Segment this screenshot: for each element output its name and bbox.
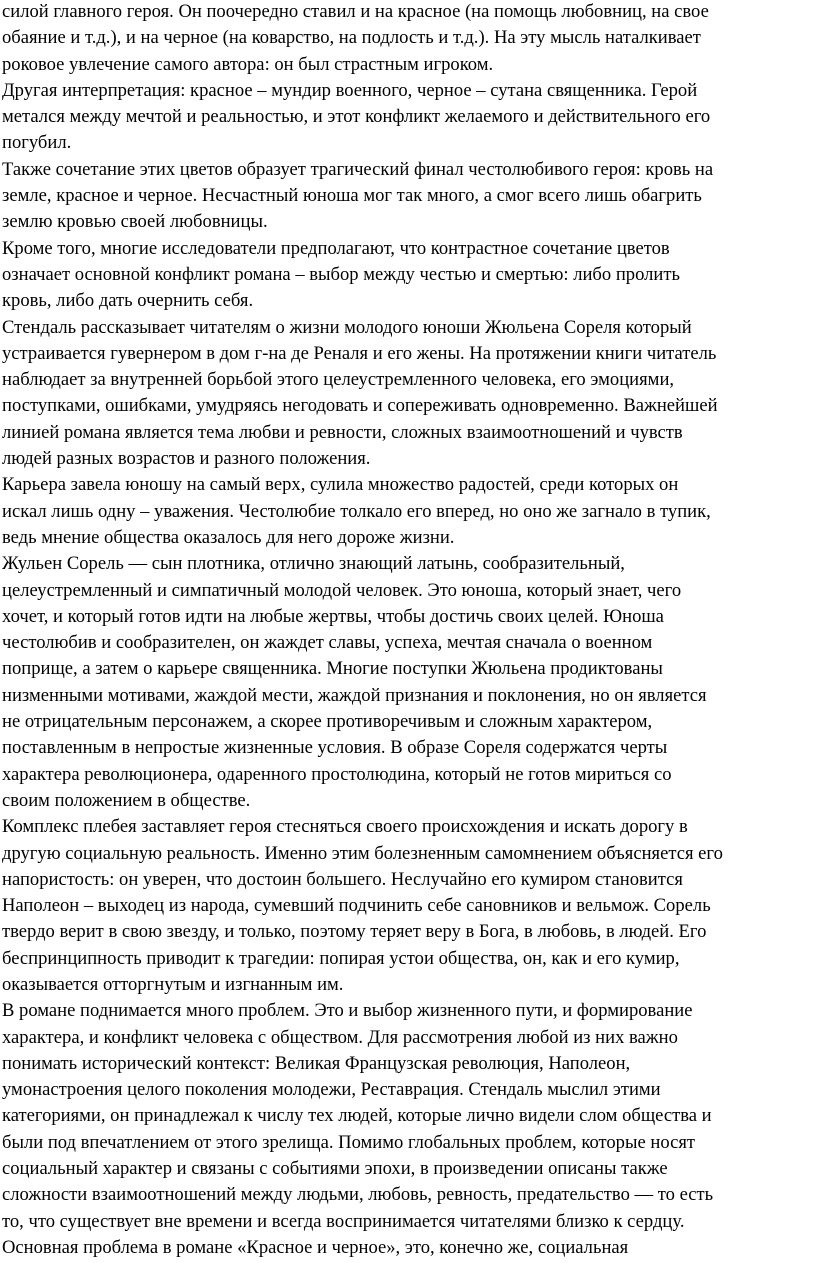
text-line: оказывается отторгнутым и изгнанным им.	[2, 973, 344, 995]
paragraph-career	[2, 472, 808, 551]
text-line: понимать исторический контекст: Великая Французская революция, Наполеон,	[2, 1052, 631, 1074]
text-line: линией романа является тема любви и ревности, сложных взаимоотношений и чувств	[2, 421, 683, 443]
text-line: обаяние и т.д.), и на черное (на коварство, на подлость и т.д.). На эту мысль наталкивает	[2, 27, 701, 49]
text-line: Карьера завела юношу на самый верх, сулила множество радостей, среди которых он	[2, 474, 679, 496]
text-line: то, что существует вне времени и всегда воспринимается читателями близко к сердцу.	[2, 1210, 685, 1232]
document-page	[2, 0, 808, 1261]
text-line: характера, и конфликт человека с обществом. Для рассмотрения любой из них важно	[2, 1026, 678, 1048]
paragraph-novel-problems	[2, 998, 808, 1235]
text-line: Жульен Сорель — сын плотника, отлично знающий латынь, сообразительный,	[2, 553, 625, 575]
text-line: своим положением в обществе.	[2, 789, 251, 811]
text-line: Стендаль рассказывает читателям о жизни молодого юноши Жюльена Сореля который	[2, 316, 692, 338]
paragraph-red-black-gambling	[2, 0, 808, 78]
paragraph-plot-summary	[2, 315, 808, 473]
text-line: искал лишь одну – уважения. Честолюбие толкало его вперед, но оно же загнало в тупик,	[2, 500, 711, 522]
text-line: хочет, и который готов идти на любые жертвы, чтобы достичь своих целей. Юноша	[2, 605, 664, 627]
text-line: землю кровью своей любовницы.	[2, 211, 268, 233]
text-line: Наполеон – выходец из народа, сумевший подчинить себе сановников и вельмож. Сорель	[2, 895, 711, 917]
text-line: поставленным в непростые жизненные условия. В образе Сореля содержатся черты	[2, 737, 668, 759]
paragraph-military-clergy	[2, 78, 808, 157]
text-line: устраивается гувернером в дом г-на де Реналя и его жены. На протяжении книги читатель	[2, 342, 717, 364]
text-line: целеустремленный и симпатичный молодой человек. Это юноша, который знает, чего	[2, 579, 682, 601]
text-line: твердо верит в свою звезду, и только, поэтому теряет веру в Бога, в любовь, в людей. Его	[2, 921, 707, 943]
text-line: другую социальную реальность. Именно этим болезненным самомнением объясняется его	[2, 842, 723, 864]
text-line: сложности взаимоотношений между людьми, любовь, ревность, предательство — то есть	[2, 1184, 714, 1206]
text-line: ведь мнение общества оказалось для него дороже жизни.	[2, 526, 455, 548]
paragraph-main-problem	[2, 1235, 808, 1261]
text-line: категориями, он принадлежал к числу тех людей, которые лично видели слом общества и	[2, 1105, 712, 1127]
text-line: напористость: он уверен, что достоин большего. Неслучайно его кумиром становится	[2, 868, 683, 890]
text-line: земле, красное и черное. Несчастный юноша мог так много, а смог всего лишь обагрить	[2, 185, 702, 207]
paragraph-tragic-finale	[2, 157, 808, 236]
paragraph-julien-sorel	[2, 551, 808, 814]
text-line: были под впечатлением от этого зрелища. Помимо глобальных проблем, которые носят	[2, 1131, 696, 1153]
text-line: Комплекс плебея заставляет героя стесняться своего происхождения и искать дорогу в	[2, 816, 688, 838]
paragraph-honor-death	[2, 236, 808, 315]
text-line: кровь, либо дать очернить себя.	[2, 290, 254, 312]
text-line: честолюбив и сообразителен, он жаждет славы, успеха, мечтая сначала о военном	[2, 632, 653, 654]
text-line: поступками, ошибками, умудряясь негодовать и сопереживать одновременно. Важнейшей	[2, 395, 718, 417]
text-line: людей разных возрастов и разного положения.	[2, 448, 371, 470]
text-line: социальный характер и связаны с событиями эпохи, в произведении описаны также	[2, 1158, 668, 1180]
text-line: Другая интерпретация: красное – мундир военного, черное – сутана священника. Герой	[2, 79, 698, 101]
text-line: метался между мечтой и реальностью, и этот конфликт желаемого и действительного его	[2, 106, 711, 128]
text-line: умонастроения целого поколения молодежи, Реставрация. Стендаль мыслил этими	[2, 1079, 661, 1101]
text-line: низменными мотивами, жаждой мести, жаждой признания и поклонения, но он является	[2, 684, 707, 706]
paragraph-plebeian-complex	[2, 814, 808, 998]
text-line: означает основной конфликт романа – выбор между честью и смертью: либо пролить	[2, 263, 680, 285]
text-line: Основная проблема в романе «Красное и черное», это, конечно же, социальная	[2, 1236, 629, 1258]
text-line: Также сочетание этих цветов образует трагический финал честолюбивого героя: кровь на	[2, 158, 714, 180]
text-line: роковое увлечение самого автора: он был страстным игроком.	[2, 53, 494, 75]
text-line: не отрицательным персонажем, а скорее противоречивым и сложным характером,	[2, 711, 653, 733]
text-line: погубил.	[2, 132, 72, 154]
text-line: В романе поднимается много проблем. Это и выбор жизненного пути, и формирование	[2, 1000, 693, 1022]
text-line: поприще, а затем о карьере священника. Многие поступки Жюльена продиктованы	[2, 658, 663, 680]
text-line: беспринципность приводит к трагедии: попирая устои общества, он, как и его кумир,	[2, 947, 680, 969]
text-line: характера революционера, одаренного простолюдина, который не готов мириться со	[2, 763, 672, 785]
text-line: наблюдает за внутренней борьбой этого целеустремленного человека, его эмоциями,	[2, 369, 675, 391]
text-line: силой главного героя. Он поочередно ставил и на красное (на помощь любовниц, на свое	[2, 1, 709, 22]
text-line: Кроме того, многие исследователи предполагают, что контрастное сочетание цветов	[2, 237, 670, 259]
